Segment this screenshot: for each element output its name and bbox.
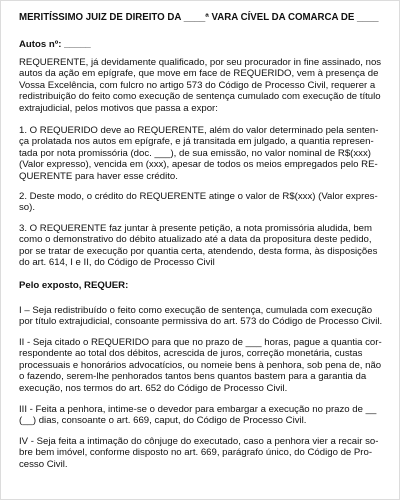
paragraph-item-1 <box>19 125 379 182</box>
request-2 <box>19 337 382 394</box>
text-line: extrajudicial, pelos motivos que passa a expor: <box>19 102 218 114</box>
text-line: execução, nos termos do art. 652 do Código de Processo Civil. <box>19 382 288 394</box>
intro-paragraph <box>19 57 382 114</box>
text-line: o fazendo, serem-lhe penhorados tantos bens quantos bastem para a garantia da <box>19 371 367 383</box>
text-line: bre bem imóvel, conforme disposto no art. 669, parágrafo único, do Código de Pro- <box>19 447 373 459</box>
text-line: QUERENTE para haver esse crédito. <box>19 170 178 182</box>
text-line: ça prolatada nos autos em epígrafe, e já transitada em julgado, a quantia represen- <box>19 136 374 148</box>
text-line: por título extrajudicial, consoante permissiva do art. 573 do Código de Processo Civil. <box>19 316 383 328</box>
text-line: como o demonstrativo do débito atualizado até a data da propositura deste pedido, <box>19 234 372 246</box>
request-3 <box>19 404 379 427</box>
text-line: REQUERENTE, já devidamente qualificado, por seu procurador in fine assinado, nos <box>19 57 382 68</box>
requests-heading: Pelo exposto, REQUER: <box>19 280 129 291</box>
text-line: (__) dias, consoante o art. 669, caput, do Código de Processo Civil. <box>19 415 307 427</box>
paragraph-item-2 <box>19 191 379 214</box>
request-1 <box>19 305 383 328</box>
case-number-line: Autos nº: _____ <box>19 39 91 50</box>
document-title: MERITÍSSIMO JUIZ DE DIREITO DA ____ª VARA CÍVEL DA COMARCA DE ____ <box>19 12 379 23</box>
text-line: do art. 614, I e II, do Código de Processo Civil <box>19 257 215 269</box>
text-line: II - Seja citado o REQUERIDO para que no prazo de ___ horas, pague a quantia cor- <box>19 337 382 348</box>
text-line: Vossa Excelência, com fulcro no artigo 573 do Código de Processo Civil, requerer a <box>19 79 376 91</box>
text-line: 3. O REQUERENTE faz juntar à presente petição, a nota promissória aludida, bem <box>19 223 373 234</box>
text-line: por se tratar de execução por quantia certa, atendendo, desta forma, às disposições <box>19 245 378 257</box>
text-line: IV - Seja feita a intimação do cônjuge do executado, caso a penhora vier a recair so- <box>19 436 379 447</box>
text-line: redistribuição do feito como execução de sentença cumulado com execução de título <box>19 91 381 103</box>
text-line: (Valor expresso), vencida em (xxx), apesar de todos os meios empregados pelo RE- <box>19 159 378 171</box>
request-4 <box>19 436 379 470</box>
text-line: processuais e honorários advocatícios, ou nomeie bens à penhora, sob pena de, não <box>19 359 382 371</box>
text-line: tada por nota promissória (doc. ___), de sua emissão, no valor nominal de R$(xxx) <box>19 147 371 159</box>
text-line: I – Seja redistribuído o feito como execução de sentença, cumulada com execução <box>19 305 373 316</box>
text-line: cesso Civil. <box>19 458 68 470</box>
paragraph-item-3 <box>19 223 379 269</box>
text-line: autos da ação em epígrafe, que move em face de REQUERIDO, vem à presença de <box>19 68 379 80</box>
text-line: 2. Deste modo, o crédito do REQUERENTE atinge o valor de R$(xxx) (Valor expres- <box>19 191 378 202</box>
text-line: 1. O REQUERIDO deve ao REQUERENTE, além do valor determinado pela senten- <box>19 125 379 136</box>
text-line: respondente ao total dos débitos, acrescida de juros, correção monetária, custas <box>19 348 363 360</box>
text-line: so). <box>19 202 35 214</box>
text-line: III - Feita a penhora, intime-se o devedor para embargar a execução no prazo de __ <box>19 404 377 415</box>
